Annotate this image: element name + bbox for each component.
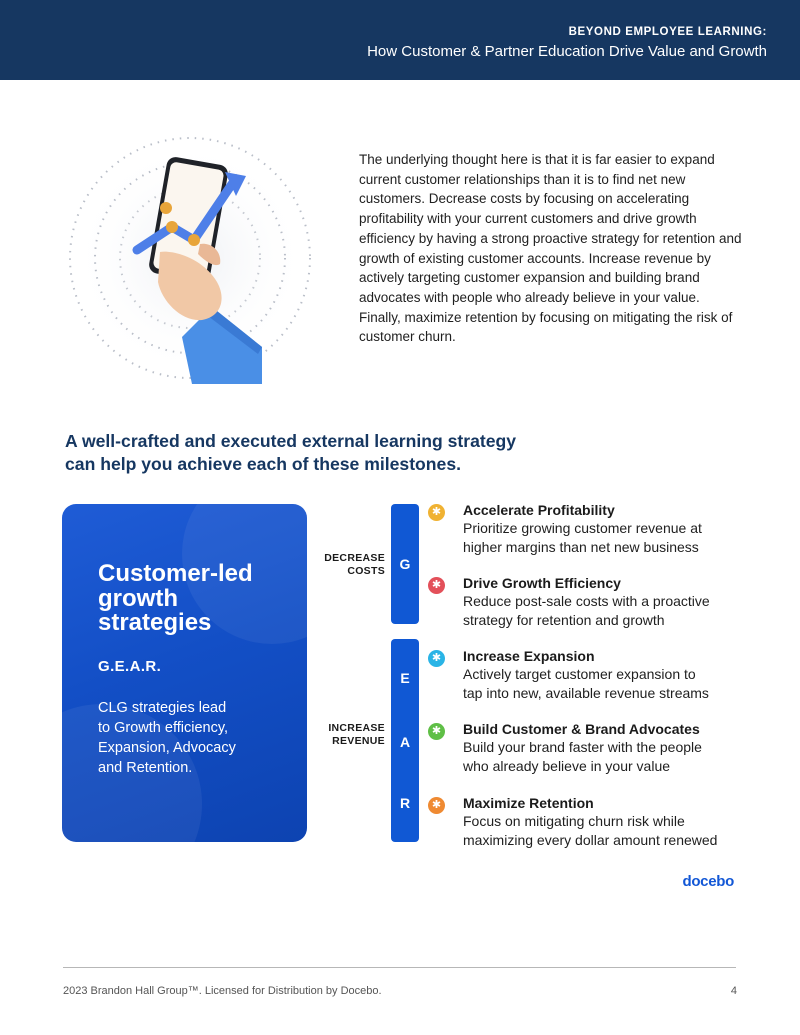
header-title: How Customer & Partner Education Drive Value and Growth [367, 43, 767, 60]
milestone-description-line: tap into new, available revenue streams [463, 684, 709, 701]
page-number: 4 [730, 985, 737, 997]
milestone-description [463, 519, 763, 556]
card-title-line: strategies [98, 609, 212, 636]
milestone-description [463, 812, 763, 849]
intro-paragraph: The underlying thought here is that it is far easier to expand current customer relationships than it is to find net new customers. Decrease costs by focusing on accelerating profitability with your current customers and drive growth efficiency by having a strong proactive strategy for retention and growth of existing customer accounts. Increase revenue by actively targeting customer expansion and building brand advocates with people who already believe in your value. Finally, maximize retention by focusing on mitigating the risk of customer churn. [359, 152, 742, 345]
asterisk-icon: ✱ [428, 723, 445, 740]
gear-letter-a: A [399, 734, 411, 750]
section-headline [65, 430, 625, 475]
header-kicker: BEYOND EMPLOYEE LEARNING: [568, 26, 767, 38]
gear-letter-r: R [399, 795, 411, 811]
card-body-line: Expansion, Advocacy [98, 740, 236, 756]
milestone-description-line: Reduce post-sale costs with a proactive [463, 593, 710, 609]
footer-copyright: 2023 Brandon Hall Group™. Licensed for Distribution by Docebo. [63, 985, 382, 997]
gear-letter-g: G [399, 556, 411, 572]
decrease-label-line: DECREASE [324, 552, 385, 564]
milestone-description-line: maximizing every dollar amount renewed [463, 831, 718, 848]
milestone-title: Increase Expansion [463, 648, 595, 664]
milestone-description-line: Prioritize growing customer revenue at [463, 520, 702, 536]
card-body-line: CLG strategies lead [98, 700, 227, 716]
card-title-line: Customer-led [98, 560, 253, 587]
milestone-description-line: Focus on mitigating churn risk while [463, 813, 685, 829]
footer-divider [63, 967, 736, 968]
asterisk-icon: ✱ [428, 797, 445, 814]
milestone-description [463, 592, 763, 629]
decrease-label-line: COSTS [347, 564, 385, 577]
milestone-description-line: Actively target customer expansion to [463, 666, 696, 682]
phone-growth-image [62, 132, 317, 384]
card-body-line: to Growth efficiency, [98, 720, 229, 736]
card-title-line: growth [98, 584, 178, 612]
docebo-logo: docebo [682, 873, 734, 890]
milestone-title: Build Customer & Brand Advocates [463, 721, 700, 737]
increase-label-line: INCREASE [328, 722, 385, 734]
decrease-costs-label [295, 552, 385, 577]
milestone-title: Drive Growth Efficiency [463, 575, 621, 591]
card-body [98, 698, 288, 778]
asterisk-icon: ✱ [428, 504, 445, 521]
page-header [0, 0, 800, 80]
phone-growth-illustration [62, 132, 317, 384]
milestone-description-line: Build your brand faster with the people [463, 739, 702, 755]
milestone-description-line: who already believe in your value [463, 757, 671, 774]
asterisk-icon: ✱ [428, 650, 445, 667]
headline-line-2: can help you achieve each of these milestones. [65, 453, 462, 474]
milestone-description [463, 738, 763, 775]
milestone-description-line: strategy for retention and growth [463, 611, 665, 628]
milestone-description [463, 665, 763, 702]
milestone-description-line: higher margins than net new business [463, 538, 699, 555]
increase-revenue-label [295, 722, 385, 747]
increase-label-line: REVENUE [332, 734, 385, 747]
milestone-title: Accelerate Profitability [463, 502, 615, 518]
gear-letter-e: E [400, 670, 410, 686]
card-title [98, 562, 298, 636]
headline-line-1: A well-crafted and executed external learning strategy [65, 431, 517, 451]
card-subtitle: G.E.A.R. [98, 658, 162, 675]
milestone-title: Maximize Retention [463, 795, 594, 811]
card-body-line: and Retention. [98, 760, 193, 776]
asterisk-icon: ✱ [428, 577, 445, 594]
clg-strategy-card [62, 504, 307, 842]
